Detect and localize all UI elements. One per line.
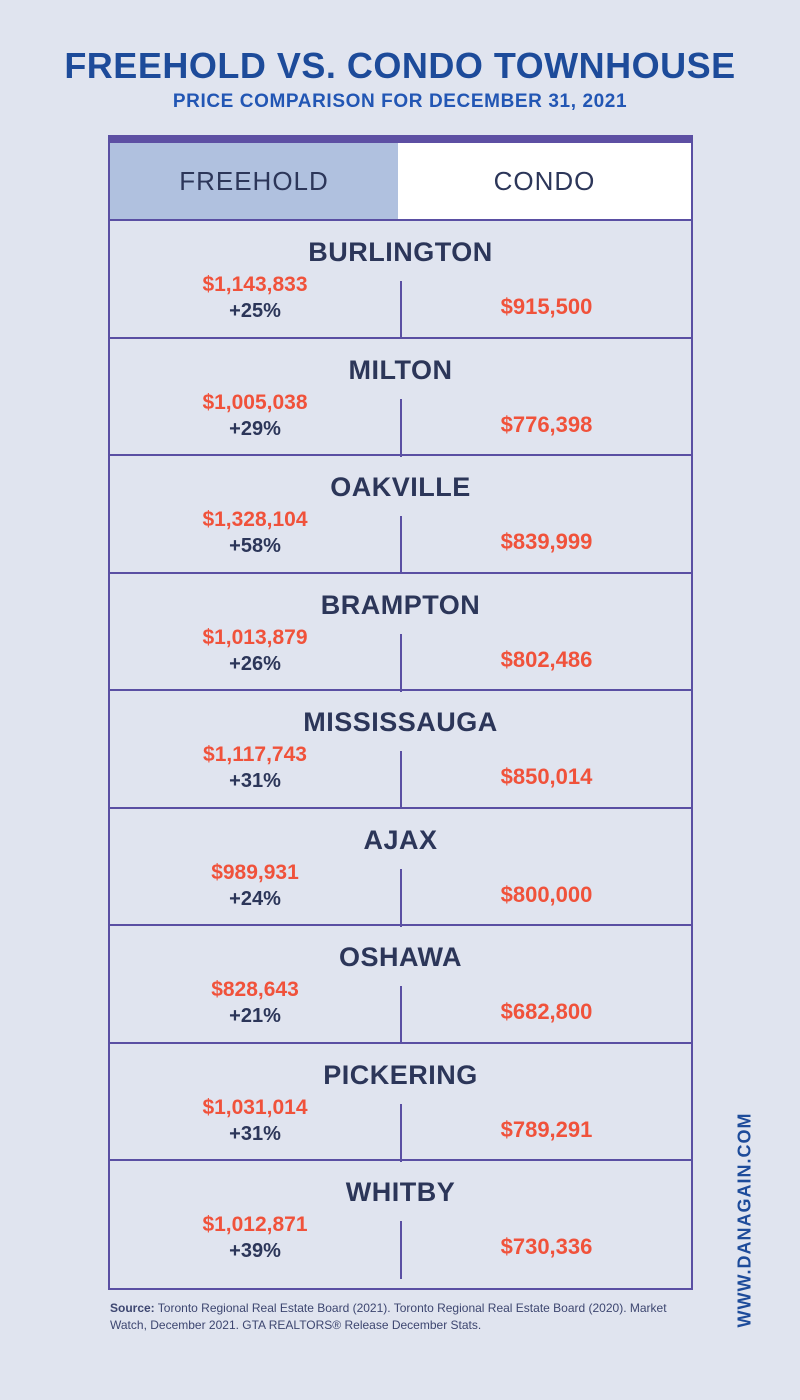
freehold-price: $1,117,743 (203, 743, 307, 766)
price-difference-percent: +26% (229, 652, 281, 675)
condo-price: $839,999 (500, 529, 593, 554)
table-row (110, 574, 691, 692)
condo-price: $776,398 (500, 411, 593, 437)
source-label: Source: (110, 1301, 155, 1315)
city-name: MILTON (348, 354, 453, 385)
city-name: OAKVILLE (330, 472, 471, 502)
page-subtitle: PRICE COMPARISON FOR DECEMBER 31, 2021 (172, 91, 628, 112)
condo-price: $682,800 (500, 999, 593, 1024)
table-row (110, 809, 691, 927)
website-url: WWW.DANAGAIN.COM (734, 1112, 755, 1328)
freehold-price: $1,013,879 (202, 625, 308, 649)
price-difference-percent: +25% (229, 300, 281, 322)
price-difference-percent: +21% (229, 1005, 281, 1027)
city-name: OSHAWA (338, 942, 462, 972)
condo-price: $730,336 (500, 1234, 593, 1259)
table-row (110, 1161, 691, 1279)
city-name: AJAX (363, 824, 438, 855)
condo-header: CONDO (398, 143, 691, 219)
freehold-price: $1,005,038 (202, 390, 308, 414)
table-top-bar (110, 135, 691, 143)
table-row (110, 691, 691, 809)
city-name: PICKERING (323, 1059, 478, 1090)
table-row (110, 926, 691, 1044)
price-difference-percent: +58% (229, 535, 281, 557)
price-difference-percent: +31% (229, 770, 281, 792)
condo-price: $802,486 (500, 646, 593, 672)
city-name: BURLINGTON (308, 237, 493, 267)
condo-price: $800,000 (500, 881, 593, 907)
freehold-price: $1,143,833 (202, 273, 308, 296)
table-row (110, 1044, 691, 1162)
city-name: BRAMPTON (320, 589, 481, 620)
freehold-price: $989,931 (211, 860, 299, 884)
price-difference-percent: +24% (229, 887, 281, 910)
table-body (110, 221, 691, 1279)
city-name: MISSISSAUGA (303, 707, 498, 737)
freehold-price: $1,012,871 (202, 1213, 308, 1236)
table-header (110, 143, 691, 221)
table-row (110, 339, 691, 457)
comparison-table (108, 135, 693, 1290)
freehold-price: $1,328,104 (202, 508, 308, 531)
price-difference-percent: +39% (229, 1240, 281, 1262)
price-difference-percent: +29% (229, 417, 281, 440)
table-row (110, 456, 691, 574)
condo-price: $850,014 (500, 764, 593, 789)
freehold-price: $1,031,014 (202, 1095, 308, 1119)
city-name: WHITBY (345, 1177, 456, 1207)
page-title: FREEHOLD VS. CONDO TOWNHOUSE (64, 45, 736, 86)
table-row (110, 221, 691, 339)
freehold-price: $828,643 (211, 978, 299, 1001)
condo-price: $789,291 (500, 1116, 593, 1142)
price-difference-percent: +31% (229, 1122, 281, 1145)
condo-price: $915,500 (500, 294, 593, 319)
source-text: Toronto Regional Real Estate Board (2021). Toronto Regional Real Estate Board (2020). Market Watch, December 2021. GTA REALTORS® Release December Stats. (110, 1301, 667, 1332)
freehold-header: FREEHOLD (110, 143, 398, 219)
source-note (110, 1300, 690, 1334)
